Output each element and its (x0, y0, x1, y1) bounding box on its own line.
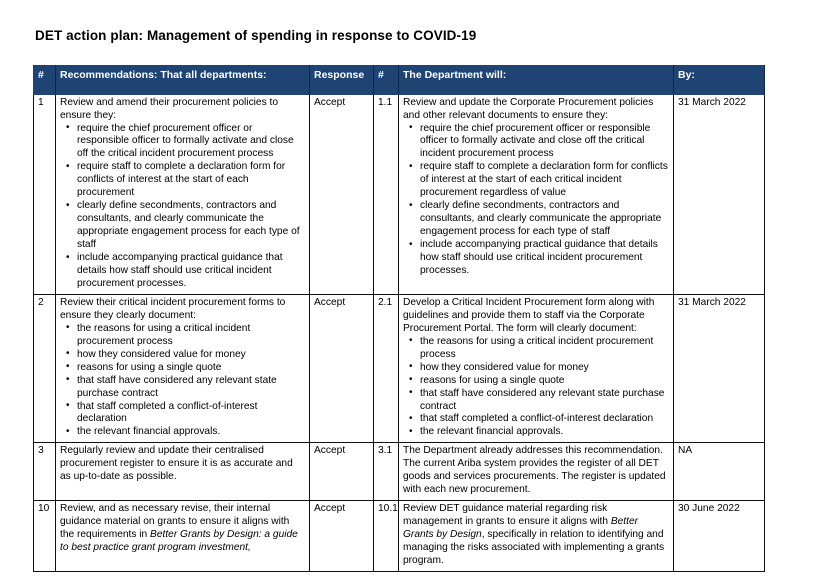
list-item: • that staff have considered any relevant state purchase contract (420, 388, 669, 414)
table-row (34, 501, 765, 572)
cell-due-date: 31 March 2022 (674, 294, 765, 442)
cell-recommendation-text (56, 94, 310, 294)
cell-response: Accept (310, 443, 374, 501)
cell-action-number: 1.1 (374, 94, 399, 294)
recommendation-lead: Review their critical incident procurement forms to ensure they clearly document: (60, 296, 286, 321)
cell-recommendation-text (56, 294, 310, 442)
list-item: • the reasons for using a critical incident procurement process (77, 323, 305, 349)
list-item: • how they considered value for money (77, 349, 305, 362)
department-lead: Develop a Critical Incident Procurement form along with guidelines and provide them to staff via the Corporate Procurement Portal. The form will clearly document: (403, 296, 655, 334)
plain-text: , specifically in relation to identifying and managing the risks associated with implementing a grants program. (403, 529, 665, 566)
list-item: • clearly define secondments, contractors and consultants, and clearly communicate the appropriate engagement process for each type of staff (77, 200, 305, 252)
cell-recommendation-number: 10 (34, 501, 56, 572)
cell-recommendation-text (56, 501, 310, 572)
list-item: • reasons for using a single quote (420, 375, 669, 388)
list-item: • the reasons for using a critical incident procurement process (420, 336, 669, 362)
list-item: • the relevant financial approvals. (77, 426, 305, 439)
department-lead (403, 503, 669, 568)
column-header-num: # (34, 66, 56, 95)
plain-text: Review DET guidance material regarding risk management in grants to ensure it aligns with (403, 503, 611, 528)
cell-recommendation-number: 3 (34, 443, 56, 501)
italic-text: Better Grants by Design: a guide to best practice grant program investment, (60, 529, 298, 554)
list-item: • reasons for using a single quote (77, 362, 305, 375)
cell-response: Accept (310, 501, 374, 572)
list-item: • require the chief procurement officer or responsible officer to formally activate and close off the critical incident procurement process (77, 123, 305, 162)
column-header-department: The Department will: (399, 66, 674, 95)
cell-due-date: 31 March 2022 (674, 94, 765, 294)
page-title: DET action plan: Management of spending in response to COVID-19 (35, 28, 477, 43)
department-bullet-list (403, 336, 669, 440)
cell-action-number: 10.1 (374, 501, 399, 572)
italic-text: Better Grants by Design (403, 516, 639, 541)
cell-response: Accept (310, 94, 374, 294)
cell-action-number: 3.1 (374, 443, 399, 501)
list-item: • include accompanying practical guidance that details how staff should use critical incident procurement processes. (77, 252, 305, 291)
cell-recommendation-number: 2 (34, 294, 56, 442)
column-header-by: By: (674, 66, 765, 95)
column-header-response: Response (310, 66, 374, 95)
department-bullet-list (403, 123, 669, 278)
cell-action-number: 2.1 (374, 294, 399, 442)
recommendation-lead: Regularly review and update their centralised procurement register to ensure it is as accurate and as up-to-date as possible. (60, 445, 293, 483)
recommendation-bullet-list (60, 323, 305, 440)
department-lead: Review and update the Corporate Procurement policies and other relevant documents to ensure they: (403, 96, 654, 121)
recommendation-lead (60, 503, 305, 555)
cell-response: Accept (310, 294, 374, 442)
cell-department-action (399, 94, 674, 294)
cell-department-action (399, 501, 674, 572)
list-item: • require staff to complete a declaration form for conflicts of interest at the start of each critical incident procurement regardless of value (420, 161, 669, 200)
column-header-sub-num: # (374, 66, 399, 95)
list-item: • the relevant financial approvals. (420, 426, 669, 439)
list-item: • how they considered value for money (420, 362, 669, 375)
list-item: • that staff completed a conflict-of-interest declaration (420, 413, 669, 426)
department-lead: The Department already addresses this recommendation. The current Ariba system provides the register of all DET goods and services procurements. The register is updated with each new procurement. (403, 445, 666, 496)
action-plan-table (33, 65, 765, 572)
list-item: • require the chief procurement officer or responsible officer to formally activate and close off the critical incident procurement process (420, 123, 669, 162)
table-row (34, 294, 765, 442)
list-item: • require staff to complete a declaration form for conflicts of interest at the start of each procurement (77, 161, 305, 200)
table-header (34, 66, 765, 95)
recommendation-bullet-list (60, 123, 305, 291)
table-row (34, 94, 765, 294)
plain-text: Review, and as necessary revise, their internal guidance material on grants to ensure it aligns with the requirements in (60, 503, 290, 541)
cell-department-action (399, 443, 674, 501)
table-body (34, 94, 765, 571)
cell-due-date: NA (674, 443, 765, 501)
list-item: • clearly define secondments, contractors and consultants, and clearly communicate the appropriate engagement process for each type of staff (420, 200, 669, 239)
table-row (34, 443, 765, 501)
cell-recommendation-text (56, 443, 310, 501)
table-header-row (34, 66, 765, 95)
cell-due-date: 30 June 2022 (674, 501, 765, 572)
recommendation-lead: Review and amend their procurement policies to ensure they: (60, 96, 279, 121)
list-item: • that staff have considered any relevant state purchase contract (77, 375, 305, 401)
column-header-recommendations: Recommendations: That all departments: (56, 66, 310, 95)
cell-recommendation-number: 1 (34, 94, 56, 294)
list-item: • that staff completed a conflict-of-interest declaration (77, 401, 305, 427)
list-item: • include accompanying practical guidance that details how staff should use critical incident procurement processes. (420, 239, 669, 278)
cell-department-action (399, 294, 674, 442)
